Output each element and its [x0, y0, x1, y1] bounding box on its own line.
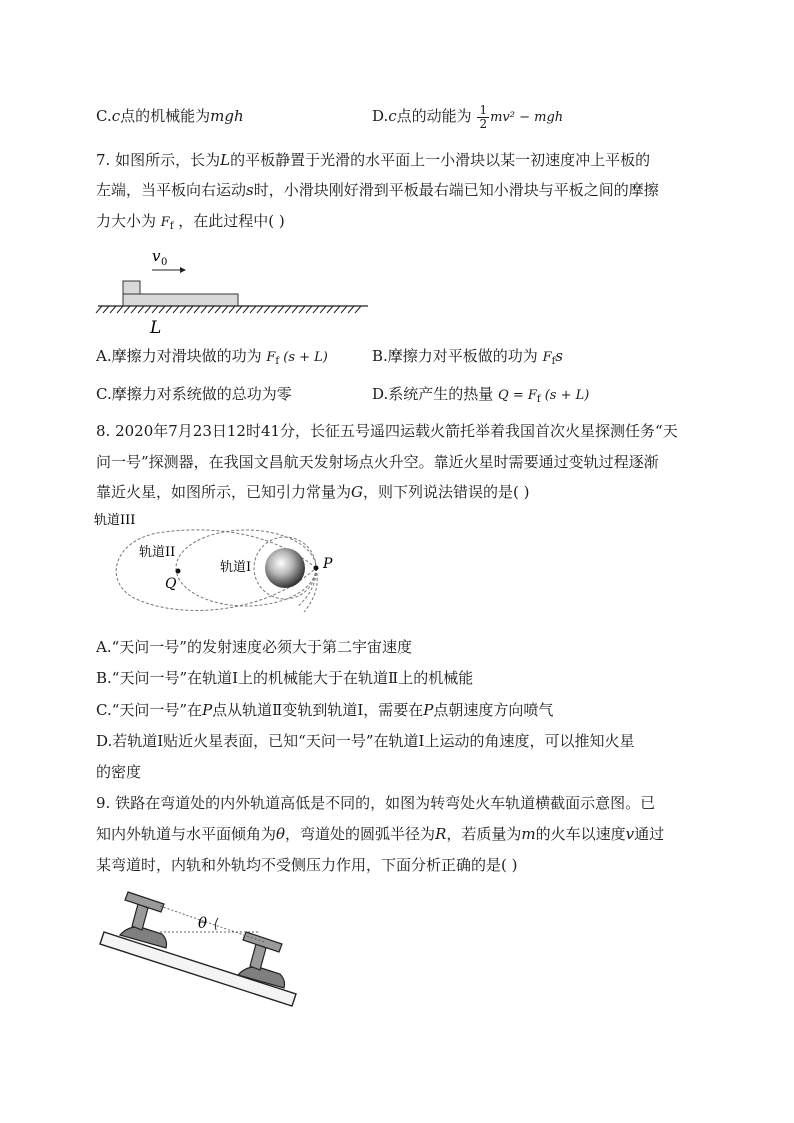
q8-option-c[interactable]: C.“天问一号”在P点从轨道Ⅱ变轨到轨道Ⅰ，需要在P点朝速度方向喷气 — [96, 701, 554, 719]
q6-option-c[interactable]: C.c点的机械能为mgh — [96, 107, 244, 125]
hatch-stroke — [285, 306, 291, 313]
velocity-arrow-head — [180, 267, 186, 273]
hatch-stroke — [208, 306, 214, 313]
hatch-stroke — [320, 306, 326, 313]
v0-label: v — [152, 247, 161, 265]
hatch-stroke — [117, 306, 123, 313]
hatch-stroke — [131, 306, 137, 313]
q8-stem-line1: 8. 2020年7月23日12时41分，长征五号遥四运载火箭托举着我国首次火星探测任务“天 — [96, 422, 678, 440]
hatch-stroke — [124, 306, 130, 313]
q7-stem-line1: 7. 如图所示，长为L的平板静置于光滑的水平面上一小滑块以某一初速度冲上平板的 — [96, 151, 651, 169]
hatch-stroke — [341, 306, 347, 313]
hatch-stroke — [96, 306, 102, 313]
q6-option-d[interactable]: D.c点的动能为 $\frac{1}{2}$ mv² − mgh — [372, 102, 564, 131]
q8-option-d-line2: 的密度 — [96, 763, 142, 781]
hatch-stroke — [264, 306, 270, 313]
point-q-dot — [176, 569, 181, 574]
hatch-stroke — [292, 306, 298, 313]
ground-hatching — [96, 306, 361, 313]
q9-stem-line1: 9. 铁路在弯道处的内外轨道高低是不同的，如图为转弯处火车轨道横截面示意图。已 — [96, 794, 656, 812]
q7-stem-line2: 左端，当平板向右运动s时，小滑块刚好滑到平板最右端已知小滑块与平板之间的摩擦 — [96, 181, 659, 199]
hatch-stroke — [236, 306, 242, 313]
hatch-stroke — [201, 306, 207, 313]
hatch-stroke — [103, 306, 109, 313]
slider-block — [123, 281, 140, 295]
hatch-stroke — [299, 306, 305, 313]
q8-option-d-line1[interactable]: D.若轨道Ⅰ贴近火星表面，已知“天问一号”在轨道Ⅰ上运动的角速度，可以推知火星 — [96, 732, 635, 750]
hatch-stroke — [166, 306, 172, 313]
hatch-stroke — [222, 306, 228, 313]
q7-stem-line3: 力大小为 $F_f$ ，在此过程中( ) — [96, 212, 285, 232]
plank — [123, 294, 238, 306]
point-q-label: Q — [165, 576, 177, 592]
q8-stem-line2: 问一号”探测器，在我国文昌航天发射场点火升空。靠近火星时需要通过变轨过程逐渐 — [96, 453, 659, 471]
q8-mars-orbits-figure — [92, 508, 372, 623]
point-p-label: P — [323, 556, 333, 572]
q7-option-d[interactable]: D.系统产生的热量 $Q = F_f$ (s + L) — [372, 385, 590, 405]
hatch-stroke — [334, 306, 340, 313]
hatch-stroke — [306, 306, 312, 313]
hatch-stroke — [313, 306, 319, 313]
hatch-stroke — [194, 306, 200, 313]
mars-planet — [265, 548, 305, 588]
length-label: L — [150, 318, 162, 338]
q8-stem-line3: 靠近火星，如图所示，已知引力常量为G，则下列说法错误的是( ) — [96, 483, 530, 501]
q7-option-c[interactable]: C.摩擦力对系统做的总功为零 — [96, 385, 292, 403]
hatch-stroke — [243, 306, 249, 313]
q7-option-b[interactable]: B.摩擦力对平板做的功为 $F_fs$ — [372, 347, 563, 367]
orbit-2-label: 轨道II — [139, 545, 176, 560]
hatch-stroke — [180, 306, 186, 313]
q7-block-plank-figure — [92, 243, 382, 338]
hatch-stroke — [159, 306, 165, 313]
top-reference-line — [160, 906, 264, 942]
hatch-stroke — [145, 306, 151, 313]
q8-option-a[interactable]: A.“天问一号”的发射速度必须大于第二宇宙速度 — [96, 638, 412, 656]
hatch-stroke — [110, 306, 116, 313]
q9-stem-line3: 某弯道时，内轨和外轨均不受侧压力作用，下面分析正确的是( ) — [96, 856, 518, 874]
hatch-stroke — [271, 306, 277, 313]
v0-subscript: 0 — [161, 257, 168, 268]
hatch-stroke — [187, 306, 193, 313]
orbit-1-label: 轨道I — [220, 560, 252, 575]
angle-arc — [215, 918, 218, 930]
q9-railway-track-figure — [98, 882, 318, 1012]
hatch-stroke — [138, 306, 144, 313]
q8-option-b[interactable]: B.“天问一号”在轨道Ⅰ上的机械能大于在轨道Ⅱ上的机械能 — [96, 669, 474, 687]
hatch-stroke — [250, 306, 256, 313]
hatch-stroke — [327, 306, 333, 313]
hatch-stroke — [278, 306, 284, 313]
q9-stem-line2: 知内外轨道与水平面倾角为θ，弯道处的圆弧半径为R，若质量为m的火车以速度v通过 — [96, 825, 665, 843]
hatch-stroke — [173, 306, 179, 313]
hatch-stroke — [229, 306, 235, 313]
hatch-stroke — [348, 306, 354, 313]
theta-label: θ — [198, 914, 208, 932]
hatch-stroke — [257, 306, 263, 313]
orbit-3-label: 轨道III — [94, 513, 136, 528]
q7-option-a[interactable]: A.摩擦力对滑块做的功为 $F_f$ (s + L) — [96, 347, 328, 367]
point-p-dot — [314, 566, 319, 571]
fraction-one-half: $\frac{1}{2}$ — [479, 102, 488, 131]
hatch-stroke — [152, 306, 158, 313]
hatch-stroke — [355, 306, 361, 313]
hatch-stroke — [215, 306, 221, 313]
